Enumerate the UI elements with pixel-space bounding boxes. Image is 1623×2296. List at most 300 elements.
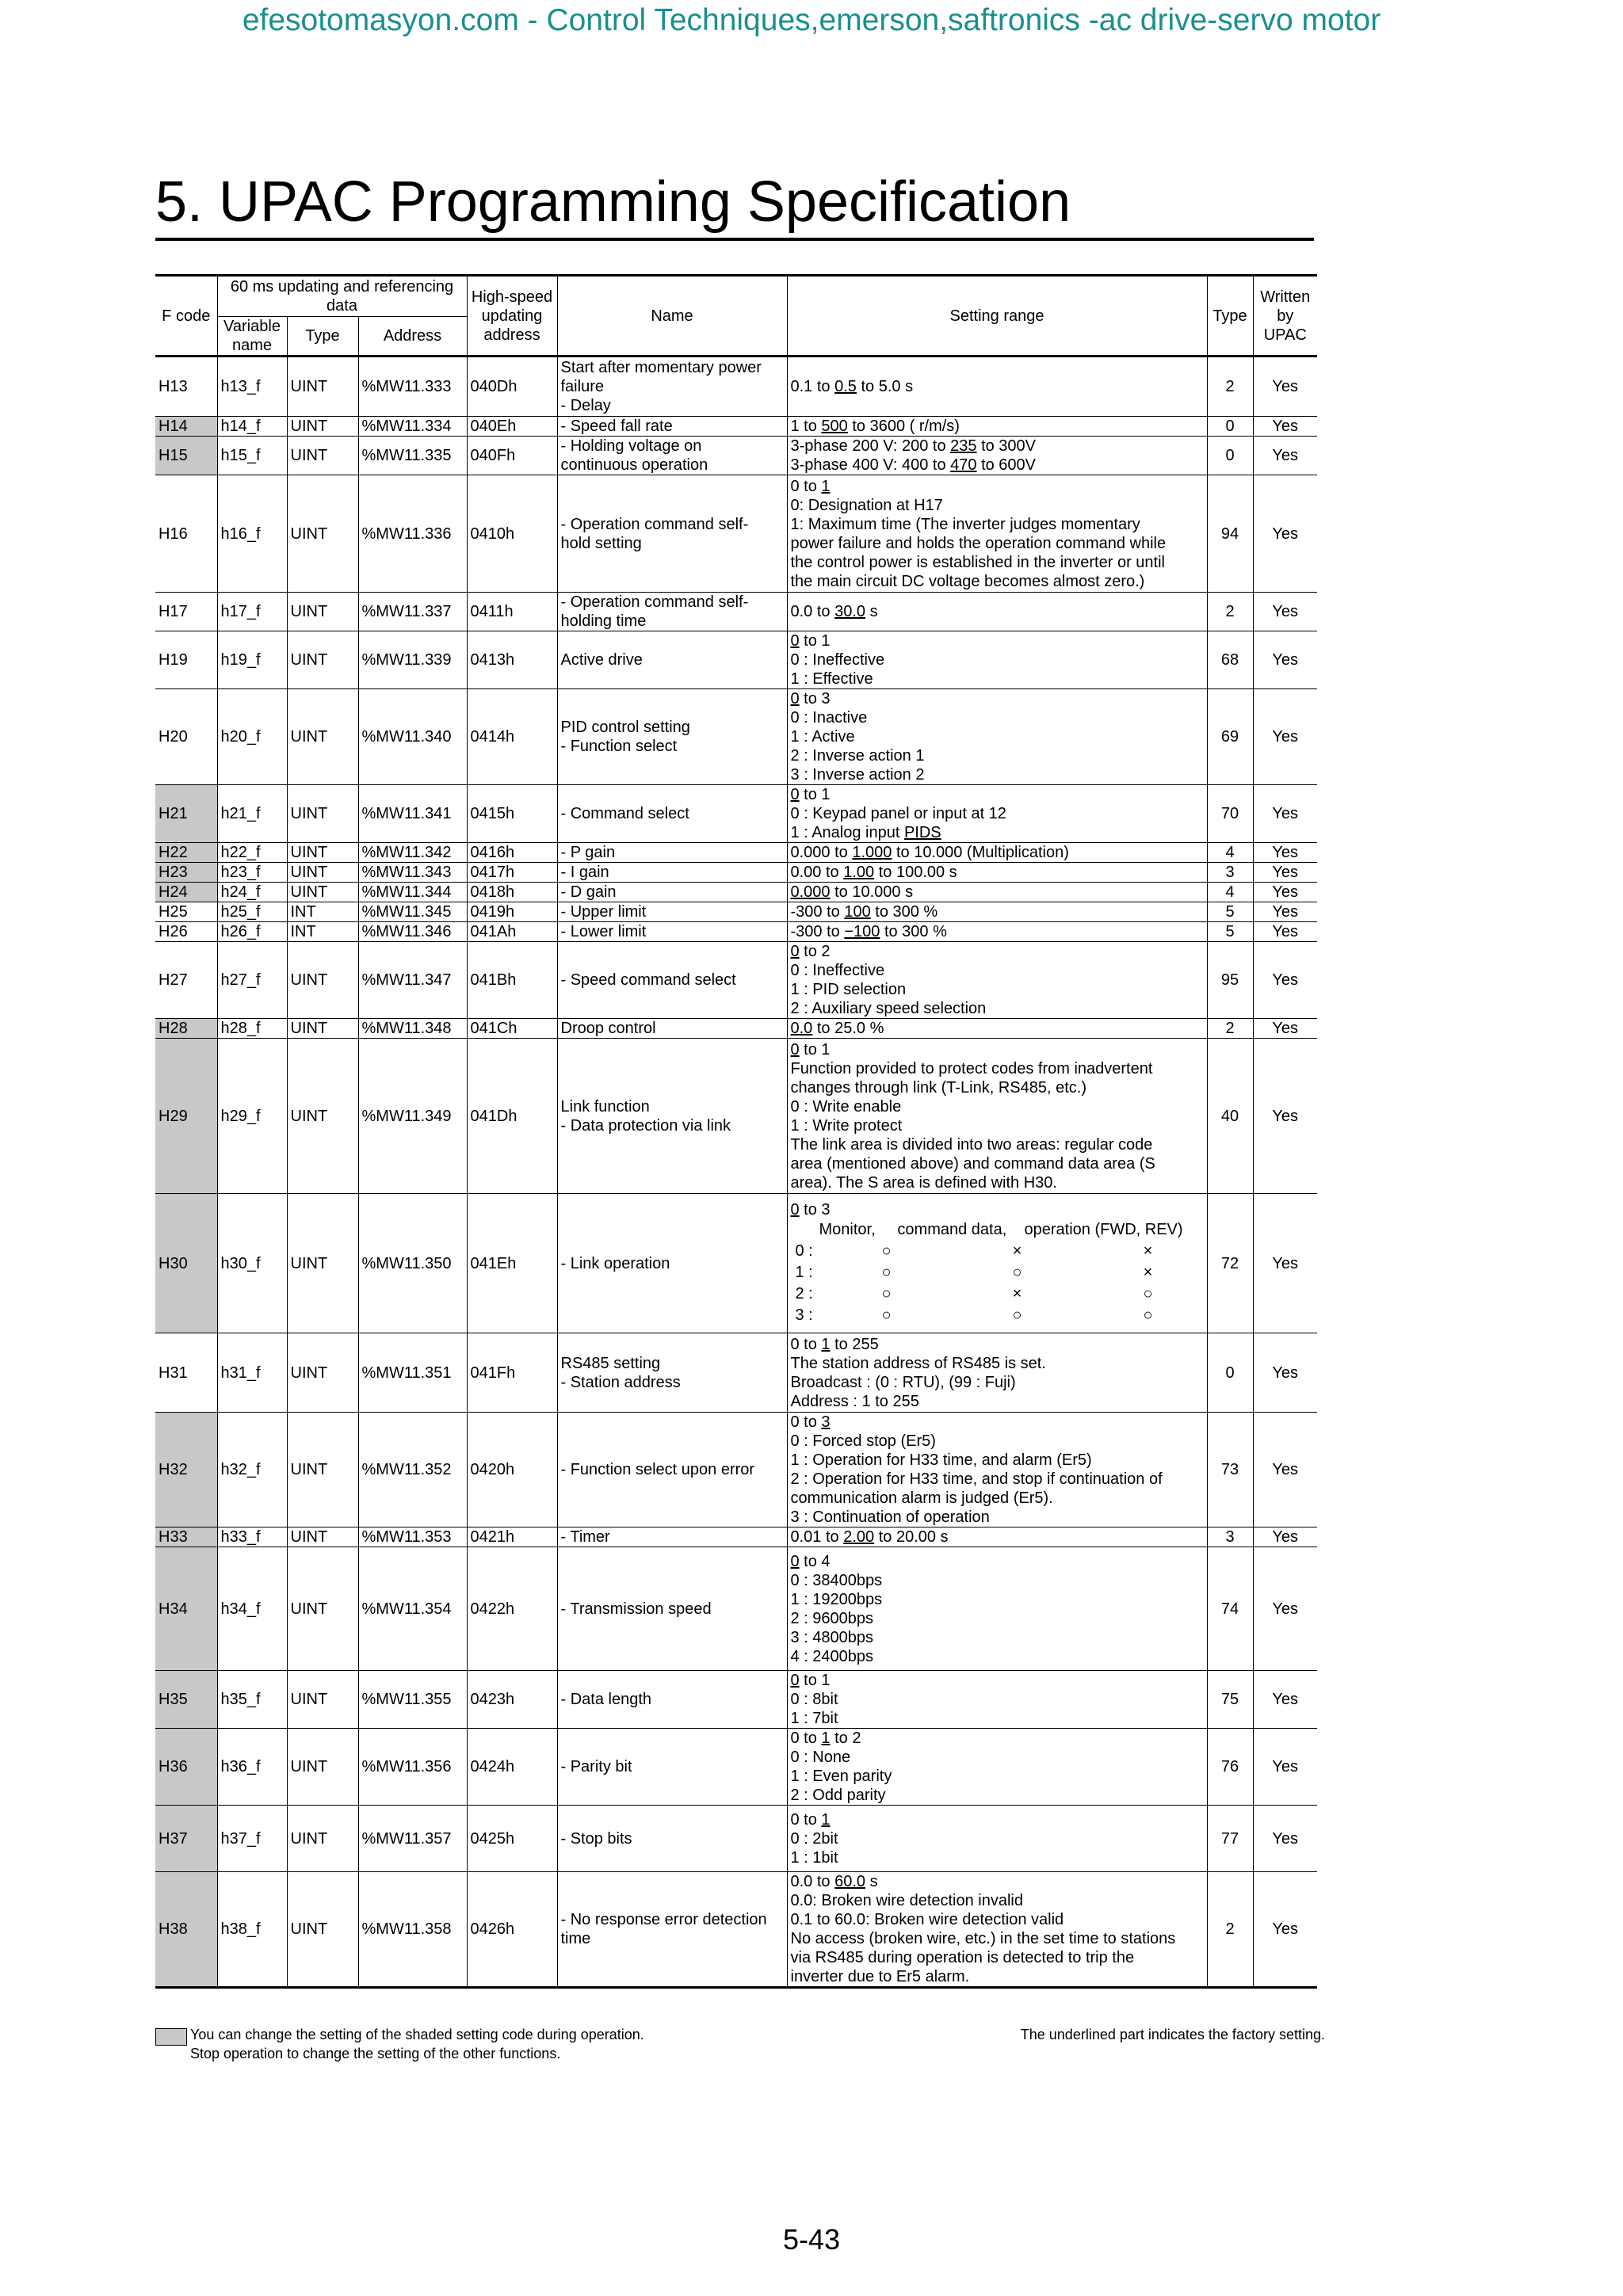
- fcode-cell: H31: [155, 1333, 217, 1413]
- address-cell: %MW11.354: [358, 1547, 467, 1671]
- written-by-upac-cell: Yes: [1253, 1729, 1317, 1806]
- variable-name-cell: h37_f: [217, 1806, 287, 1872]
- type-cell: UINT: [287, 631, 358, 689]
- table-row: [155, 922, 1317, 942]
- type-cell: UINT: [287, 1019, 358, 1039]
- factory-default-value: 2.00: [843, 1528, 875, 1546]
- address-cell: %MW11.352: [358, 1413, 467, 1527]
- highspeed-address-cell: 040Dh: [467, 357, 557, 417]
- type-cell: UINT: [287, 785, 358, 843]
- name-cell: RS485 setting - Station address: [557, 1333, 787, 1413]
- fcode-cell: H38: [155, 1872, 217, 1988]
- highspeed-address-cell: 040Eh: [467, 417, 557, 437]
- variable-name-cell: h38_f: [217, 1872, 287, 1988]
- header-highspeed: High-speed updating address: [467, 276, 557, 357]
- name-cell: - Link operation: [557, 1194, 787, 1333]
- variable-name-cell: h26_f: [217, 922, 287, 942]
- written-by-upac-cell: Yes: [1253, 1333, 1317, 1413]
- fcode-cell: H34: [155, 1547, 217, 1671]
- highspeed-address-cell: 041Ch: [467, 1019, 557, 1039]
- name-cell: PID control setting - Function select: [557, 689, 787, 785]
- highspeed-address-cell: 040Fh: [467, 437, 557, 475]
- variable-name-cell: h27_f: [217, 942, 287, 1019]
- table-row: [155, 437, 1317, 475]
- address-cell: %MW11.341: [358, 785, 467, 843]
- circle-icon: ○: [1143, 1306, 1153, 1324]
- variable-name-cell: h28_f: [217, 1019, 287, 1039]
- variable-name-cell: h19_f: [217, 631, 287, 689]
- type-cell: UINT: [287, 1527, 358, 1547]
- written-by-upac-cell: Yes: [1253, 1194, 1317, 1333]
- fcode-cell: H14: [155, 417, 217, 437]
- fcode-cell: H16: [155, 475, 217, 593]
- link-mode-label: 1 :: [795, 1264, 813, 1281]
- type-cell: INT: [287, 922, 358, 942]
- cross-icon: ×: [1143, 1264, 1153, 1281]
- fcode-cell: H27: [155, 942, 217, 1019]
- highspeed-address-cell: 0426h: [467, 1872, 557, 1988]
- address-cell: %MW11.353: [358, 1527, 467, 1547]
- name-cell: - Lower limit: [557, 922, 787, 942]
- factory-default-value: 1: [821, 477, 831, 495]
- link-operation-grid: [791, 1219, 1204, 1326]
- link-mode-label: 2 :: [795, 1285, 813, 1302]
- variable-name-cell: h16_f: [217, 475, 287, 593]
- table-row: [155, 785, 1317, 843]
- name-cell: - D gain: [557, 883, 787, 902]
- setting-range-cell: 0 to 1 0: Designation at H17 1: Maximum time (The inverter judges momentary power failure and holds the operation command while the control power is established in the inverter or until the main circuit DC voltage becomes almost zero.): [787, 475, 1207, 593]
- address-cell: %MW11.340: [358, 689, 467, 785]
- name-cell: - Stop bits: [557, 1806, 787, 1872]
- address-cell: %MW11.336: [358, 475, 467, 593]
- written-by-upac-cell: Yes: [1253, 475, 1317, 593]
- circle-icon: ○: [881, 1285, 892, 1302]
- written-by-upac-cell: Yes: [1253, 863, 1317, 883]
- name-cell: - Speed command select: [557, 942, 787, 1019]
- table-row: [155, 1872, 1317, 1988]
- fcode-cell: H37: [155, 1806, 217, 1872]
- name-cell: - I gain: [557, 863, 787, 883]
- type-cell: UINT: [287, 437, 358, 475]
- table-row: [155, 1413, 1317, 1527]
- circle-icon: ○: [1012, 1306, 1022, 1324]
- highspeed-address-cell: 0420h: [467, 1413, 557, 1527]
- setting-range-cell: 0 to 1 Function provided to protect codes from inadvertent changes through link (T-Link, RS485, etc.) 0 : Write enable 1 : Write protect The link area is divided into two areas: regular code area (mentioned above) and command data area (S area). The S area is defined with H30.: [787, 1039, 1207, 1194]
- type-number-cell: 40: [1207, 1039, 1253, 1194]
- written-by-upac-cell: Yes: [1253, 843, 1317, 863]
- header-var-name: Variable name: [217, 317, 287, 357]
- highspeed-address-cell: 041Dh: [467, 1039, 557, 1194]
- spec-table-body: [155, 357, 1317, 1988]
- header-fcode: F code: [155, 276, 217, 357]
- type-number-cell: 0: [1207, 417, 1253, 437]
- type-number-cell: 69: [1207, 689, 1253, 785]
- setting-range-cell: 0 to 1 0 : Ineffective 1 : Effective: [787, 631, 1207, 689]
- factory-setting-note: The underlined part indicates the factory setting.: [1020, 2027, 1325, 2042]
- address-cell: %MW11.334: [358, 417, 467, 437]
- highspeed-address-cell: 0425h: [467, 1806, 557, 1872]
- fcode-cell: H32: [155, 1413, 217, 1527]
- type-cell: INT: [287, 902, 358, 922]
- variable-name-cell: h29_f: [217, 1039, 287, 1194]
- setting-range-cell: 0.000 to 10.000 s: [787, 883, 1207, 902]
- factory-default-value: 0: [790, 1040, 800, 1058]
- setting-range-cell: -300 to 100 to 300 %: [787, 902, 1207, 922]
- address-cell: %MW11.346: [358, 922, 467, 942]
- variable-name-cell: h14_f: [217, 417, 287, 437]
- written-by-upac-cell: Yes: [1253, 1806, 1317, 1872]
- name-cell: - Speed fall rate: [557, 417, 787, 437]
- factory-default-value: 3: [821, 1413, 831, 1431]
- cross-icon: ×: [1143, 1242, 1153, 1260]
- highspeed-address-cell: 0424h: [467, 1729, 557, 1806]
- factory-default-value: 0: [790, 943, 800, 960]
- factory-default-value: 1: [821, 1810, 831, 1829]
- setting-range-cell: 0 to 2 0 : Ineffective 1 : PID selection 2 : Auxiliary speed selection: [787, 942, 1207, 1019]
- setting-range-cell: 0 to 4 0 : 38400bps 1 : 19200bps 2 : 9600bps 3 : 4800bps 4 : 2400bps: [787, 1547, 1207, 1671]
- header-written: Written by UPAC: [1253, 276, 1317, 357]
- fcode-cell: H23: [155, 863, 217, 883]
- legend-line-2: Stop operation to change the setting of the other functions.: [190, 2046, 561, 2061]
- type-number-cell: 5: [1207, 922, 1253, 942]
- table-row: [155, 1039, 1317, 1194]
- type-number-cell: 95: [1207, 942, 1253, 1019]
- circle-icon: ○: [881, 1242, 892, 1260]
- circle-icon: ○: [1012, 1264, 1022, 1281]
- variable-name-cell: h35_f: [217, 1671, 287, 1729]
- address-cell: %MW11.339: [358, 631, 467, 689]
- header-var-type: Type: [287, 317, 358, 357]
- table-row: [155, 475, 1317, 593]
- type-number-cell: 94: [1207, 475, 1253, 593]
- header-name: Name: [557, 276, 787, 357]
- address-cell: %MW11.347: [358, 942, 467, 1019]
- written-by-upac-cell: Yes: [1253, 1039, 1317, 1194]
- type-cell: UINT: [287, 942, 358, 1019]
- highspeed-address-cell: 0421h: [467, 1527, 557, 1547]
- factory-default-value: 1.000: [852, 844, 892, 861]
- legend-text: [190, 2025, 903, 2063]
- fcode-cell: H15: [155, 437, 217, 475]
- type-number-cell: 2: [1207, 1872, 1253, 1988]
- written-by-upac-cell: Yes: [1253, 1872, 1317, 1988]
- type-cell: UINT: [287, 1729, 358, 1806]
- shade-legend-swatch: [155, 2028, 187, 2046]
- highspeed-address-cell: 0422h: [467, 1547, 557, 1671]
- table-row: [155, 942, 1317, 1019]
- setting-range-cell: 0.0 to 30.0 s: [787, 593, 1207, 631]
- setting-range-cell: 0 to 3 0 : Forced stop (Er5) 1 : Operation for H33 time, and alarm (Er5) 2 : Operation for H33 time, and stop if continuation of communication alarm is judged (Er5). 3 : Continuation of operation: [787, 1413, 1207, 1527]
- setting-range-cell: 0 to 1 to 2 0 : None 1 : Even parity 2 : Odd parity: [787, 1729, 1207, 1806]
- variable-name-cell: h24_f: [217, 883, 287, 902]
- highspeed-address-cell: 0423h: [467, 1671, 557, 1729]
- fcode-cell: H20: [155, 689, 217, 785]
- factory-default-value: PIDS: [903, 824, 941, 841]
- name-cell: Active drive: [557, 631, 787, 689]
- type-number-cell: 70: [1207, 785, 1253, 843]
- header-type: Type: [1207, 276, 1253, 357]
- highspeed-address-cell: 0418h: [467, 883, 557, 902]
- highspeed-address-cell: 041Ah: [467, 922, 557, 942]
- name-cell: - Function select upon error: [557, 1413, 787, 1527]
- setting-range-cell: 3-phase 200 V: 200 to 235 to 300V 3-phase 400 V: 400 to 470 to 600V: [787, 437, 1207, 475]
- table-row: [155, 1547, 1317, 1671]
- link-mode-label: 3 :: [795, 1306, 813, 1324]
- name-cell: - No response error detection time: [557, 1872, 787, 1988]
- fcode-cell: H35: [155, 1671, 217, 1729]
- fcode-cell: H19: [155, 631, 217, 689]
- name-cell: - Transmission speed: [557, 1547, 787, 1671]
- highspeed-address-cell: 0419h: [467, 902, 557, 922]
- type-number-cell: 75: [1207, 1671, 1253, 1729]
- written-by-upac-cell: Yes: [1253, 357, 1317, 417]
- written-by-upac-cell: Yes: [1253, 922, 1317, 942]
- name-cell: Start after momentary power failure - Delay: [557, 357, 787, 417]
- type-cell: UINT: [287, 1039, 358, 1194]
- factory-default-value: 30.0: [834, 603, 866, 620]
- factory-default-value: 0.0: [790, 1020, 813, 1037]
- name-cell: - Operation command self- holding time: [557, 593, 787, 631]
- variable-name-cell: h21_f: [217, 785, 287, 843]
- setting-range-cell: 0.1 to 0.5 to 5.0 s: [787, 357, 1207, 417]
- type-cell: UINT: [287, 863, 358, 883]
- variable-name-cell: h17_f: [217, 593, 287, 631]
- type-number-cell: 3: [1207, 1527, 1253, 1547]
- legend-line-1: You can change the setting of the shaded setting code during operation.: [190, 2027, 644, 2042]
- table-row: [155, 1671, 1317, 1729]
- written-by-upac-cell: Yes: [1253, 1413, 1317, 1527]
- table-row: [155, 1333, 1317, 1413]
- setting-range-cell: 0 to 1 to 255 The station address of RS485 is set. Broadcast : (0 : RTU), (99 : Fuji) Address : 1 to 255: [787, 1333, 1207, 1413]
- type-cell: UINT: [287, 1413, 358, 1527]
- site-header: efesotomasyon.com - Control Techniques,emerson,saftronics -ac drive-servo motor: [242, 3, 1381, 37]
- factory-default-value: 0: [790, 1672, 800, 1689]
- type-number-cell: 3: [1207, 863, 1253, 883]
- name-cell: - Upper limit: [557, 902, 787, 922]
- header-setting-range: Setting range: [787, 276, 1207, 357]
- header-group: 60 ms updating and referencing data: [217, 276, 467, 317]
- circle-icon: ○: [881, 1306, 892, 1324]
- factory-default-value: 0: [790, 1201, 800, 1219]
- type-cell: UINT: [287, 1806, 358, 1872]
- cross-icon: ×: [1012, 1285, 1022, 1302]
- table-row: [155, 902, 1317, 922]
- factory-default-value: 100: [844, 903, 871, 921]
- fcode-cell: H22: [155, 843, 217, 863]
- address-cell: %MW11.333: [358, 357, 467, 417]
- circle-icon: ○: [1143, 1285, 1153, 1302]
- table-row: [155, 843, 1317, 863]
- variable-name-cell: h30_f: [217, 1194, 287, 1333]
- setting-range-cell: -300 to −100 to 300 %: [787, 922, 1207, 942]
- name-cell: Link function - Data protection via link: [557, 1039, 787, 1194]
- setting-range-cell: 0 to 3 0 : Inactive 1 : Active 2 : Inverse action 1 3 : Inverse action 2: [787, 689, 1207, 785]
- address-cell: %MW11.344: [358, 883, 467, 902]
- highspeed-address-cell: 041Fh: [467, 1333, 557, 1413]
- factory-default-value: 0: [790, 1552, 800, 1570]
- type-number-cell: 68: [1207, 631, 1253, 689]
- written-by-upac-cell: Yes: [1253, 1547, 1317, 1671]
- written-by-upac-cell: Yes: [1253, 593, 1317, 631]
- address-cell: %MW11.342: [358, 843, 467, 863]
- address-cell: %MW11.343: [358, 863, 467, 883]
- type-number-cell: 5: [1207, 902, 1253, 922]
- address-cell: %MW11.345: [358, 902, 467, 922]
- setting-range-cell: 0 to 1 0 : 8bit 1 : 7bit: [787, 1671, 1207, 1729]
- written-by-upac-cell: Yes: [1253, 942, 1317, 1019]
- type-number-cell: 73: [1207, 1413, 1253, 1527]
- variable-name-cell: h33_f: [217, 1527, 287, 1547]
- spec-table: [155, 274, 1317, 1989]
- name-cell: - Command select: [557, 785, 787, 843]
- fcode-cell: H24: [155, 883, 217, 902]
- type-number-cell: 74: [1207, 1547, 1253, 1671]
- table-row: [155, 631, 1317, 689]
- type-cell: UINT: [287, 1333, 358, 1413]
- factory-default-value: 1: [821, 1730, 831, 1747]
- table-row: [155, 863, 1317, 883]
- factory-default-value: 1: [821, 1335, 831, 1353]
- type-number-cell: 2: [1207, 357, 1253, 417]
- table-row: [155, 1527, 1317, 1547]
- type-number-cell: 2: [1207, 593, 1253, 631]
- address-cell: %MW11.349: [358, 1039, 467, 1194]
- variable-name-cell: h34_f: [217, 1547, 287, 1671]
- factory-default-value: 0: [790, 632, 800, 650]
- type-cell: UINT: [287, 475, 358, 593]
- setting-range-cell: 0 to 1 0 : Keypad panel or input at 12 1 : Analog input PIDS: [787, 785, 1207, 843]
- name-cell: - Operation command self- hold setting: [557, 475, 787, 593]
- highspeed-address-cell: 041Bh: [467, 942, 557, 1019]
- type-number-cell: 76: [1207, 1729, 1253, 1806]
- table-row: [155, 417, 1317, 437]
- link-mode-label: 0 :: [795, 1242, 813, 1260]
- factory-default-value: 235: [950, 437, 977, 455]
- type-cell: UINT: [287, 1194, 358, 1333]
- page-title: 5. UPAC Programming Specification: [155, 168, 1314, 241]
- circle-icon: ○: [881, 1264, 892, 1281]
- fcode-cell: H17: [155, 593, 217, 631]
- table-row: [155, 1194, 1317, 1333]
- type-cell: UINT: [287, 593, 358, 631]
- factory-default-value: 470: [950, 456, 977, 474]
- type-number-cell: 2: [1207, 1019, 1253, 1039]
- highspeed-address-cell: 0416h: [467, 843, 557, 863]
- address-cell: %MW11.350: [358, 1194, 467, 1333]
- variable-name-cell: h23_f: [217, 863, 287, 883]
- fcode-cell: H29: [155, 1039, 217, 1194]
- written-by-upac-cell: Yes: [1253, 902, 1317, 922]
- name-cell: - Timer: [557, 1527, 787, 1547]
- variable-name-cell: h20_f: [217, 689, 287, 785]
- header-address: Address: [358, 317, 467, 357]
- highspeed-address-cell: 0411h: [467, 593, 557, 631]
- written-by-upac-cell: Yes: [1253, 1019, 1317, 1039]
- highspeed-address-cell: 041Eh: [467, 1194, 557, 1333]
- type-number-cell: 72: [1207, 1194, 1253, 1333]
- factory-default-value: 0.000: [790, 883, 831, 901]
- written-by-upac-cell: Yes: [1253, 689, 1317, 785]
- written-by-upac-cell: Yes: [1253, 1671, 1317, 1729]
- setting-range-cell: 0.0 to 25.0 %: [787, 1019, 1207, 1039]
- written-by-upac-cell: Yes: [1253, 785, 1317, 843]
- name-cell: - Data length: [557, 1671, 787, 1729]
- factory-default-value: 60.0: [834, 1873, 866, 1890]
- type-cell: UINT: [287, 843, 358, 863]
- name-cell: - Parity bit: [557, 1729, 787, 1806]
- setting-range-cell: 0.000 to 1.000 to 10.000 (Multiplication): [787, 843, 1207, 863]
- table-row: [155, 689, 1317, 785]
- type-cell: UINT: [287, 417, 358, 437]
- type-number-cell: 4: [1207, 883, 1253, 902]
- type-number-cell: 0: [1207, 437, 1253, 475]
- factory-default-value: 0: [790, 786, 800, 803]
- variable-name-cell: h22_f: [217, 843, 287, 863]
- variable-name-cell: h31_f: [217, 1333, 287, 1413]
- fcode-cell: H26: [155, 922, 217, 942]
- address-cell: %MW11.356: [358, 1729, 467, 1806]
- table-row: [155, 1019, 1317, 1039]
- name-cell: Droop control: [557, 1019, 787, 1039]
- table-row: [155, 883, 1317, 902]
- type-cell: UINT: [287, 357, 358, 417]
- address-cell: %MW11.357: [358, 1806, 467, 1872]
- table-row: [155, 357, 1317, 417]
- address-cell: %MW11.351: [358, 1333, 467, 1413]
- factory-default-value: 0.5: [834, 378, 857, 395]
- variable-name-cell: h36_f: [217, 1729, 287, 1806]
- setting-range-cell: 0 to 3 Monitor, command data, operation (FWD, REV) 0 : ○ × × 1 : ○ ○ × 2 : ○ × ○ 3 : ○ ○ ○: [787, 1194, 1207, 1333]
- address-cell: %MW11.355: [358, 1671, 467, 1729]
- type-cell: UINT: [287, 1671, 358, 1729]
- table-row: [155, 1806, 1317, 1872]
- fcode-cell: H30: [155, 1194, 217, 1333]
- type-number-cell: 0: [1207, 1333, 1253, 1413]
- highspeed-address-cell: 0410h: [467, 475, 557, 593]
- factory-default-value: 0: [790, 690, 800, 707]
- setting-range-cell: 0.0 to 60.0 s 0.0: Broken wire detection invalid 0.1 to 60.0: Broken wire detection valid No access (broken wire, etc.) in the set time to stations via RS485 during operation is detected to trip the inverter due to Er5 alarm.: [787, 1872, 1207, 1988]
- written-by-upac-cell: Yes: [1253, 883, 1317, 902]
- fcode-cell: H21: [155, 785, 217, 843]
- variable-name-cell: h15_f: [217, 437, 287, 475]
- link-operation-header: Monitor, command data, operation (FWD, REV): [819, 1221, 1183, 1238]
- cross-icon: ×: [1012, 1242, 1022, 1260]
- variable-name-cell: h25_f: [217, 902, 287, 922]
- table-row: [155, 1729, 1317, 1806]
- written-by-upac-cell: Yes: [1253, 1527, 1317, 1547]
- setting-range-cell: 0 to 1 0 : 2bit 1 : 1bit: [787, 1806, 1207, 1872]
- fcode-cell: H28: [155, 1019, 217, 1039]
- address-cell: %MW11.348: [358, 1019, 467, 1039]
- highspeed-address-cell: 0417h: [467, 863, 557, 883]
- type-cell: UINT: [287, 1547, 358, 1671]
- fcode-cell: H25: [155, 902, 217, 922]
- written-by-upac-cell: Yes: [1253, 631, 1317, 689]
- factory-default-value: 500: [821, 418, 848, 435]
- address-cell: %MW11.335: [358, 437, 467, 475]
- type-cell: UINT: [287, 689, 358, 785]
- fcode-cell: H36: [155, 1729, 217, 1806]
- highspeed-address-cell: 0413h: [467, 631, 557, 689]
- highspeed-address-cell: 0414h: [467, 689, 557, 785]
- setting-range-cell: 0.01 to 2.00 to 20.00 s: [787, 1527, 1207, 1547]
- variable-name-cell: h13_f: [217, 357, 287, 417]
- factory-default-value: −100: [844, 923, 880, 940]
- written-by-upac-cell: Yes: [1253, 417, 1317, 437]
- setting-range-cell: 1 to 500 to 3600 ( r/m/s): [787, 417, 1207, 437]
- type-number-cell: 4: [1207, 843, 1253, 863]
- fcode-cell: H33: [155, 1527, 217, 1547]
